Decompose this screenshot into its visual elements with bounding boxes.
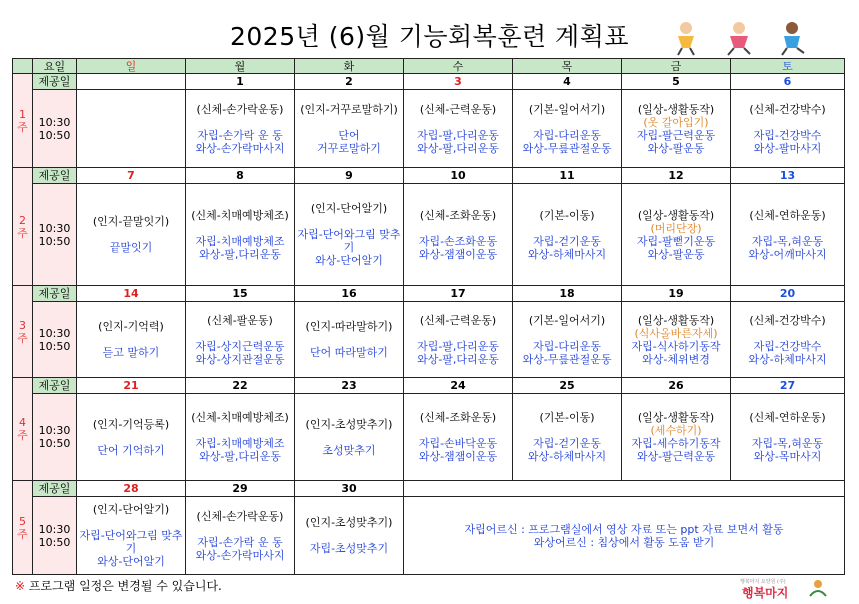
activity-line-1: 자립-치매예방체조 [195,234,285,248]
memo-cell [404,497,845,575]
activity-line-1: 자립-다리운동 [533,339,601,353]
activity-category: (신체-근력운동) [419,313,497,327]
activity-cell [77,90,186,168]
activity-row [13,90,845,168]
activity-cell [295,497,404,575]
activity-line-2: 와상-팔마사지 [753,141,822,155]
activity-cell [513,302,622,378]
activity-cell [731,394,845,481]
activity-category: (신체-근력운동) [419,102,497,116]
header-corner [13,59,33,74]
date-sun: 7 [77,168,186,184]
week-label: 5 주 [13,481,33,575]
activity-category: (신체-조화운동) [419,411,497,424]
activity-cell [404,394,513,481]
date-wed: 17 [404,286,513,302]
activity-category: (기본-이동) [539,411,595,424]
activity-cell [513,90,622,168]
activity-category: (인지-거꾸로말하기) [300,102,398,116]
activity-category: (인지-초성맞추기) [305,417,393,431]
date-thu: 25 [513,378,622,394]
memo-line: 와상어르신 : 침상에서 활동 도움 받기 [533,535,715,549]
week-label: 2 주 [13,168,33,286]
header-row [13,59,845,74]
activity-category: (신체-치매예방체조) [191,411,289,424]
note-mark: ※ [15,579,26,593]
activity-line-1: 자립-단어와그림 맞추기 [297,228,401,254]
date-sun [77,74,186,90]
activity-cell [295,90,404,168]
activity-cell [622,394,731,481]
activity-line-1: 단어 기억하기 [97,443,165,457]
date-mon: 29 [186,481,295,497]
activity-line-1: 자립-상지근력운동 [195,339,285,353]
activity-line-1: 단어 따라말하기 [310,346,388,359]
activity-line-1: 자립-건강박수 [753,339,822,353]
activity-line-2: 와상-손가락마사지 [195,141,285,155]
activity-line-1: 자립-걷기운동 [533,437,601,450]
activity-cell [622,302,731,378]
activity-cell [77,302,186,378]
week-label: 4 주 [13,378,33,481]
date-label: 제공일 [33,378,77,394]
activity-row [13,497,845,575]
header-day-mon: 월 [186,59,295,74]
memo-line: 자립어르신 : 프로그램실에서 영상 자료 또는 ppt 자료 보면서 활동 [464,522,784,536]
activity-line-1: 자립-팔,다리운동 [417,339,499,353]
note-text: 프로그램 일정은 변경될 수 있습니다. [28,579,222,593]
activity-subtitle: (세수하기) [650,424,702,437]
activity-line-2: 와상-체위변경 [642,352,710,366]
date-wed: 24 [404,378,513,394]
activity-line-2: 와상-상지관절운동 [195,352,285,366]
date-tue: 23 [295,378,404,394]
activity-line-2: 와상-팔근력운동 [636,450,716,463]
activity-category: (인지-기억등록) [92,417,170,431]
activity-cell [731,90,845,168]
activity-category: (일상-생활동작) [637,313,715,327]
date-thu: 11 [513,168,622,184]
date-fri: 12 [622,168,731,184]
date-wed: 3 [404,74,513,90]
activity-category: (일상-생활동작) [637,208,715,222]
activity-line-2: 와상-단어알기 [97,555,165,568]
date-wed: 10 [404,168,513,184]
activity-category: (신체-손가락운동) [196,102,284,116]
date-mon: 1 [186,74,295,90]
activity-cell [622,90,731,168]
time-label: 10:30 10:50 [33,394,77,481]
activity-cell [731,184,845,286]
activity-line-1: 자립-식사하기동작 [631,339,721,353]
date-fri: 5 [622,74,731,90]
logo-main-text: 행복마지 [742,586,789,600]
activity-subtitle: (머리단장) [650,221,702,235]
page-title: 2025년 (6)월 기능회복훈련 계획표 [229,22,630,51]
date-row [13,481,845,497]
activity-subtitle: (식사올바른자세) [634,326,718,340]
activity-line-1: 초성맞추기 [322,443,376,457]
header-day-fri: 금 [622,59,731,74]
activity-cell [186,497,295,575]
activity-line-1: 자립-손가락 운 동 [197,128,283,142]
activity-subtitle: (옷 갈아입기) [643,115,709,129]
logo [740,578,840,600]
activity-cell [513,394,622,481]
activity-line-1: 자립-단어와그림 맞추기 [79,529,183,555]
activity-category: (인지-따라말하기) [305,320,393,333]
activity-line-1: 자립-다리운동 [533,128,601,142]
activity-category: (인지-기억력) [98,320,164,333]
date-label: 제공일 [33,286,77,302]
activity-line-1: 끝말잇기 [109,241,153,254]
time-label: 10:30 10:50 [33,90,77,168]
date-tue: 16 [295,286,404,302]
footer-note [15,577,222,594]
activity-category: (신체-치매예방체조) [191,208,289,222]
activity-category: (인지-초성맞추기) [305,516,393,529]
activity-line-1: 단어 [338,128,360,142]
activity-category: (인지-끝말잇기) [92,215,170,228]
logo-icon [804,578,832,598]
activity-line-2: 와상-잼잼이운동 [418,247,498,261]
activity-line-2: 와상-하체마사지 [527,450,607,463]
time-label: 10:30 10:50 [33,302,77,378]
activity-row [13,184,845,286]
header-day-wed: 수 [404,59,513,74]
activity-cell [295,302,404,378]
activity-line-2: 와상-손가락마사지 [195,548,285,562]
activity-cell [186,302,295,378]
activity-cell [77,184,186,286]
activity-line-2: 와상-목마사지 [753,450,822,463]
activity-category: (기본-일어서기) [528,102,606,116]
activity-category: (신체-건강박수) [749,313,826,327]
activity-line-2: 와상-팔운동 [647,247,705,261]
date-label: 제공일 [33,481,77,497]
date-mon: 22 [186,378,295,394]
date-label: 제공일 [33,74,77,90]
date-row [13,168,845,184]
activity-category: (신체-건강박수) [749,102,826,116]
logo-small-text: 행복마지 요양원 (주) [740,579,786,585]
activity-cell [622,184,731,286]
activity-line-2: 와상-단어알기 [315,254,383,267]
header-yoil: 요일 [33,59,77,74]
activity-category: (신체-조화운동) [419,208,497,222]
activity-line-2: 와상-팔,다리운동 [417,352,499,366]
activity-cell [186,90,295,168]
time-label: 10:30 10:50 [33,497,77,575]
date-mon: 8 [186,168,295,184]
activity-line-2: 와상-잼잼이운동 [418,450,498,463]
activity-cell [186,394,295,481]
header-day-thu: 목 [513,59,622,74]
activity-row [13,302,845,378]
activity-category: (신체-팔운동) [207,313,273,327]
date-sat: 20 [731,286,845,302]
activity-cell [404,184,513,286]
date-fri: 26 [622,378,731,394]
activity-category: (일상-생활동작) [637,102,715,116]
activity-line-1: 자립-팔,다리운동 [417,128,499,142]
schedule-table [12,58,845,575]
activity-line-1: 듣고 말하기 [102,346,160,359]
activity-category: (신체-연하운동) [749,208,826,222]
date-row [13,74,845,90]
activity-cell [513,184,622,286]
activity-cell [77,394,186,481]
date-wed [404,481,845,497]
time-label: 10:30 10:50 [33,184,77,286]
date-label: 제공일 [33,168,77,184]
activity-line-1: 자립-목,혀운동 [751,234,824,248]
activity-line-1: 자립-치매예방체조 [195,437,285,450]
activity-line-1: 자립-초성맞추기 [309,542,389,555]
date-sun: 28 [77,481,186,497]
activity-cell [295,394,404,481]
date-row [13,378,845,394]
activity-cell [404,90,513,168]
activity-category: (신체-손가락운동) [196,509,284,523]
activity-line-1: 자립-목,혀운동 [751,437,824,450]
date-mon: 15 [186,286,295,302]
activity-row [13,394,845,481]
activity-line-1: 자립-걷기운동 [533,234,601,248]
activity-category: (기본-이동) [539,208,595,222]
activity-line-2: 와상-팔,다리운동 [199,247,281,261]
activity-line-2: 와상-팔,다리운동 [199,450,281,463]
activity-line-1: 자립-건강박수 [753,128,822,142]
week-label: 1 주 [13,74,33,168]
activity-cell [731,302,845,378]
date-thu: 4 [513,74,622,90]
children-playing-illustration [664,18,824,56]
week-label: 3 주 [13,286,33,378]
activity-cell [295,184,404,286]
activity-line-2: 와상-하체마사지 [527,247,607,261]
activity-category: (인지-단어알기) [92,503,170,516]
date-thu: 18 [513,286,622,302]
date-sun: 14 [77,286,186,302]
activity-category: (인지-단어알기) [310,202,388,215]
date-sun: 21 [77,378,186,394]
header-day-sun: 일 [77,59,186,74]
activity-line-2: 거꾸로말하기 [317,141,381,155]
activity-line-2: 와상-무릎관절운동 [522,352,612,366]
activity-cell [404,302,513,378]
date-tue: 30 [295,481,404,497]
activity-line-2: 와상-팔,다리운동 [417,141,499,155]
activity-line-2: 와상-어깨마사지 [748,247,827,261]
activity-category: (기본-일어서기) [528,313,606,327]
activity-line-1: 자립-팔뻗기운동 [636,234,716,248]
activity-cell [186,184,295,286]
activity-line-2: 와상-무릎관절운동 [522,141,612,155]
activity-line-1: 자립-손바닥운동 [418,437,498,450]
date-tue: 2 [295,74,404,90]
date-fri: 19 [622,286,731,302]
activity-line-2: 와상-팔운동 [647,141,705,155]
header-day-tue: 화 [295,59,404,74]
activity-line-1: 자립-팔근력운동 [636,128,716,142]
activity-category: (일상-생활동작) [637,411,715,424]
activity-category: (신체-연하운동) [749,411,826,424]
date-row [13,286,845,302]
date-sat: 13 [731,168,845,184]
activity-cell [77,497,186,575]
date-sat: 27 [731,378,845,394]
activity-line-1: 자립-세수하기동작 [631,437,721,450]
activity-line-1: 자립-손가락 운 동 [197,535,283,549]
date-tue: 9 [295,168,404,184]
activity-line-1: 자립-손조화운동 [418,234,498,248]
date-sat: 6 [731,74,845,90]
activity-line-2: 와상-하체마사지 [748,352,827,366]
header-day-sat: 토 [731,59,845,74]
